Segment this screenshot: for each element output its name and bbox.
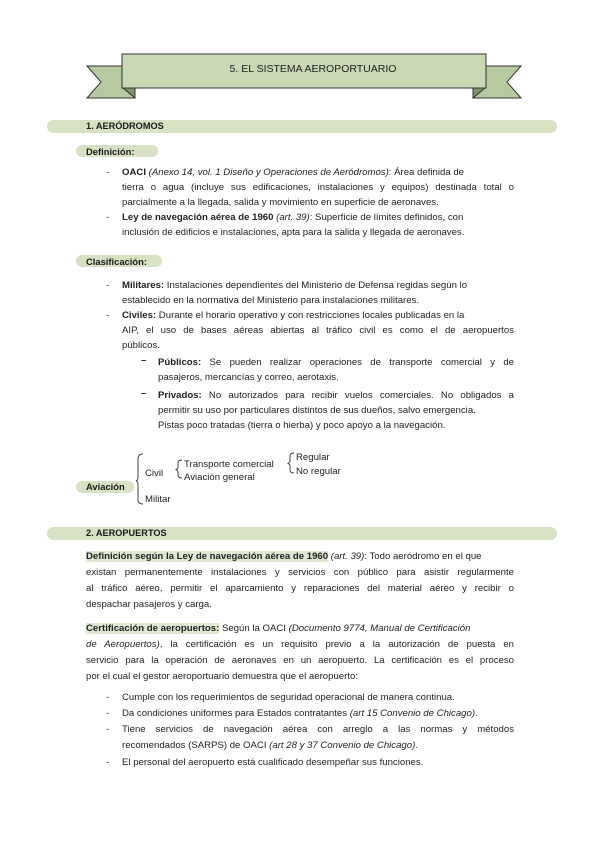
airport-definition-line: existan permanentemente instalaciones y servicios con público para asistir regularmente: [86, 567, 514, 578]
requirement-line: Tiene servicios de navegación aérea con arreglo a las normas y métodos: [122, 724, 514, 735]
list-dash: -: [106, 724, 110, 735]
subheading-clasificacion: Clasificación:: [86, 256, 147, 267]
list-dash: -: [106, 692, 110, 703]
aviation-general: Aviación general: [184, 472, 255, 483]
section-heading: 1. AERÓDROMOS: [86, 121, 164, 131]
classification-line: AIP, el uso de bases aéreas abiertas al tráfico civil es como el de aeropuertos: [122, 325, 514, 336]
classification-line: establecido en la normativa del Ministerio para instalaciones militares.: [122, 295, 420, 306]
list-dash: -: [106, 757, 110, 768]
list-dash: -: [106, 310, 110, 321]
requirement-line: Cumple con los requerimientos de seguridad operacional de manera continua.: [122, 692, 455, 703]
definition-line: Ley de navegación aérea de 1960 (art. 39): Superficie de límites definidos, con: [122, 212, 464, 223]
classification-line: públicos.: [122, 340, 160, 351]
sublist-dash: –: [141, 355, 147, 366]
aviation-regular: Regular: [296, 452, 330, 463]
certification-line: por el cual el gestor aeroportuario demuestra que el aeropuerto:: [86, 671, 358, 682]
classification-subline: Pistas poco tratadas (tierra o hierba) y poco apoyo a la navegación.: [158, 420, 446, 431]
classification-subline: permitir su uso por particulares distintos de sus dueños, salvo emergencia.: [158, 405, 476, 416]
definition-line: tierra o agua (incluye sus edificaciones, instalaciones y equipos) destinada total o: [122, 182, 514, 193]
certification-line: de Aeropuertos), la certificación es un requisito previo a la autorización de puesta en: [86, 639, 514, 650]
certification-line: Certificación de aeropuertos: Según la OACI (Documento 9774, Manual de Certificación: [86, 623, 471, 634]
classification-line: Militares: Instalaciones dependientes del Ministerio de Defensa regidas según lo: [122, 280, 468, 291]
definition-line: inclusión de edificios e instalaciones, apta para la salida y llegada de aeronaves.: [122, 227, 465, 238]
classification-subline: Públicos: Se pueden realizar operaciones de transporte comercial y de: [158, 357, 514, 368]
classification-line: Civiles: Durante el horario operativo y con restricciones locales publicadas en la: [122, 310, 465, 321]
list-dash: -: [106, 167, 110, 178]
aviation-no-regular: No regular: [296, 466, 341, 477]
requirement-line: Da condiciones uniformes para Estados contratantes (art 15 Convenio de Chicago).: [122, 708, 478, 719]
aviation-label: Aviación: [86, 481, 125, 492]
subheading-definicion: Definición:: [86, 146, 135, 157]
list-dash: -: [106, 708, 110, 719]
requirement-line: El personal del aeropuerto está cualificado desempeñar sus funciones.: [122, 757, 424, 768]
requirement-line: recomendados (SARPS) de OACI (art 28 y 37 Convenio de Chicago).: [122, 740, 418, 751]
certification-line: servicio para la operación de aeronaves en un aeropuerto. La certificación es el proceso: [86, 655, 514, 666]
definition-line: parcialmente a la llegada, salida y movimiento en superficie de aeronaves.: [122, 197, 439, 208]
section-heading: 2. AEROPUERTOS: [86, 528, 167, 538]
list-dash: -: [106, 280, 110, 291]
classification-subline: Privados: No autorizados para recibir vuelos comerciales. No obligados a: [158, 390, 514, 401]
aviation-militar: Militar: [145, 494, 171, 505]
aviation-transporte: Transporte comercial: [184, 459, 274, 470]
airport-definition-line: Definición según la Ley de navegación aérea de 1960 (art. 39): Todo aeródromo en el que: [86, 551, 482, 562]
classification-subline: pasajeros, mercancías y correo, aerotaxis.: [158, 372, 339, 383]
airport-definition-line: despachar pasajeros y carga.: [86, 599, 212, 610]
list-dash: -: [106, 212, 110, 223]
airport-definition-line: al tráfico aéreo, permitir el aparcamiento y reparaciones del material aéreo y recibir o: [86, 583, 514, 594]
page-title: 5. EL SISTEMA AEROPORTUARIO: [229, 63, 397, 75]
aviation-civil: Civil: [145, 468, 164, 479]
definition-line: OACI (Anexo 14, vol. 1 Diseño y Operaciones de Aeródromos): Área definida de: [122, 167, 465, 178]
sublist-dash: –: [141, 388, 147, 399]
